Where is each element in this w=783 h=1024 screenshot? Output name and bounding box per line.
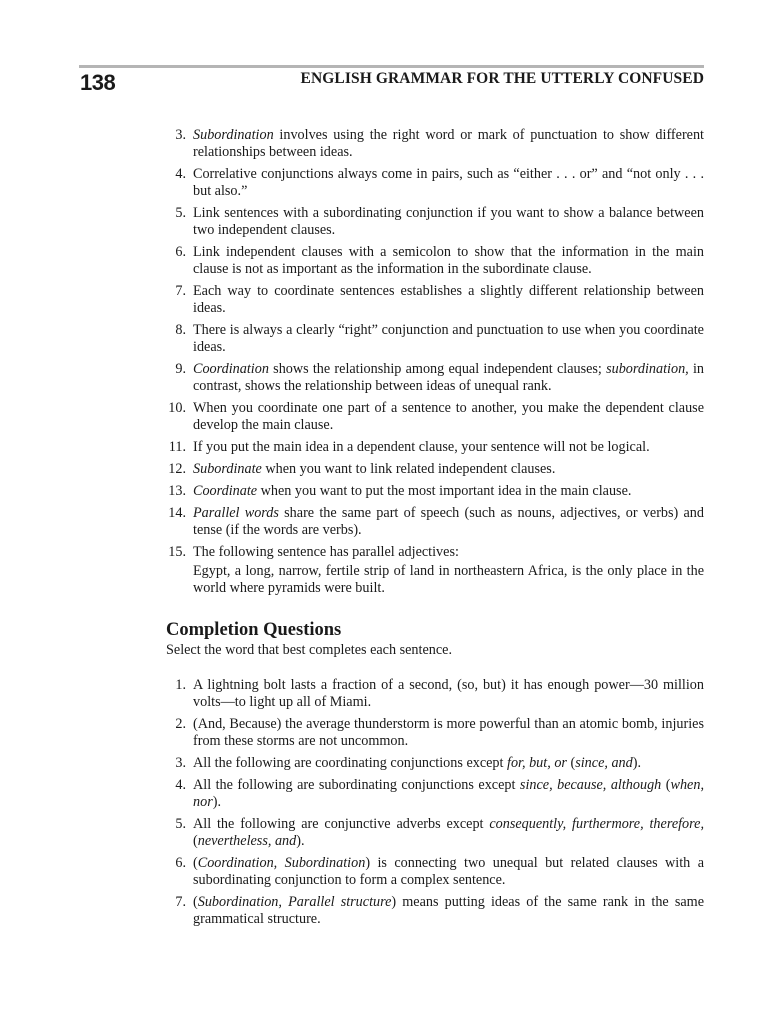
item-number: 13. — [168, 483, 186, 499]
item-text: Coordinate when you want to put the most important idea in the main clause. — [193, 483, 632, 499]
true-false-section — [166, 127, 704, 602]
item-text: (Subordination, Parallel structure) means putting ideas of the same rank in the same grammatical structure. — [193, 894, 704, 927]
item-text: Link sentences with a subordinating conjunction if you want to show a balance between two independent clauses. — [193, 205, 704, 238]
item-number: 14. — [168, 505, 186, 521]
true-false-item — [166, 400, 704, 434]
completion-item — [166, 716, 704, 750]
page-number: 138 — [80, 70, 116, 95]
item-text: All the following are coordinating conjunctions except for, but, or (since, and). — [193, 755, 642, 771]
true-false-item — [166, 322, 704, 356]
item-number: 15. — [168, 544, 186, 560]
sample-sentence: Egypt, a long, narrow, fertile strip of land in northeastern Africa, is the only place in the world where pyramids were built. — [193, 563, 704, 596]
item-text: All the following are conjunctive adverbs except consequently, furthermore, therefore, (nevertheless, and). — [193, 816, 704, 849]
true-false-list — [166, 127, 704, 597]
completion-item — [166, 777, 704, 811]
true-false-item — [166, 461, 704, 478]
completion-section — [166, 619, 704, 933]
item-number: 7. — [175, 283, 186, 299]
item-number: 3. — [175, 127, 186, 143]
true-false-item — [166, 244, 704, 278]
item-number: 6. — [175, 855, 186, 871]
completion-item — [166, 816, 704, 850]
item-number: 1. — [175, 677, 186, 693]
completion-item — [166, 894, 704, 928]
item-number: 11. — [168, 439, 186, 455]
completion-item — [166, 755, 704, 772]
item-number: 5. — [175, 816, 186, 832]
section-title: Completion Questions — [166, 620, 342, 640]
item-number: 2. — [175, 716, 186, 732]
true-false-item — [166, 483, 704, 500]
true-false-item — [166, 361, 704, 395]
item-number: 4. — [175, 777, 186, 793]
item-text: All the following are subordinating conjunctions except since, because, although (when, nor). — [193, 777, 704, 810]
item-number: 8. — [175, 322, 186, 338]
header-rule — [79, 65, 704, 68]
item-text: Coordination shows the relationship among equal independent clauses; subordination, in contrast, shows the relationship between ideas of unequal rank. — [193, 361, 704, 394]
item-number: 12. — [168, 461, 186, 477]
item-text: Link independent clauses with a semicolon to show that the information in the main clause is not as important as the information in the subordinate clause. — [193, 244, 704, 277]
item-text: Subordinate when you want to link related independent clauses. — [193, 461, 556, 477]
true-false-item — [166, 166, 704, 200]
running-head: ENGLISH GRAMMAR FOR THE UTTERLY CONFUSED — [300, 70, 704, 87]
item-number: 4. — [175, 166, 186, 182]
completion-item — [166, 677, 704, 711]
item-number: 7. — [175, 894, 186, 910]
item-text: A lightning bolt lasts a fraction of a second, (so, but) it has enough power—30 million volts—to light up all of Miami. — [193, 677, 704, 710]
section-instructions: Select the word that best completes each sentence. — [166, 642, 453, 658]
item-number: 9. — [175, 361, 186, 377]
item-text: Each way to coordinate sentences establishes a slightly different relationship between ideas. — [193, 283, 704, 316]
true-false-item — [166, 283, 704, 317]
item-text: (Coordination, Subordination) is connecting two unequal but related clauses with a subordinating conjunction to form a complex sentence. — [193, 855, 704, 888]
true-false-item — [166, 505, 704, 539]
item-number: 5. — [175, 205, 186, 221]
completion-item — [166, 855, 704, 889]
item-text: Correlative conjunctions always come in pairs, such as “either . . . or” and “not only . . . but also.” — [193, 166, 704, 199]
item-text: The following sentence has parallel adjectives: — [193, 544, 459, 560]
true-false-item — [166, 205, 704, 239]
item-text: (And, Because) the average thunderstorm is more powerful than an atomic bomb, injuries from these storms are not uncommon. — [193, 716, 704, 749]
item-text: When you coordinate one part of a sentence to another, you make the dependent clause develop the main clause. — [193, 400, 704, 433]
completion-list — [166, 677, 704, 928]
item-number: 10. — [168, 400, 186, 416]
item-text: There is always a clearly “right” conjunction and punctuation to use when you coordinate ideas. — [193, 322, 704, 355]
true-false-item — [166, 127, 704, 161]
item-text: Parallel words share the same part of speech (such as nouns, adjectives, or verbs) and tense (if the words are verbs). — [193, 505, 704, 538]
item-text: If you put the main idea in a dependent clause, your sentence will not be logical. — [193, 439, 650, 455]
item-text: Subordination involves using the right word or mark of punctuation to show different relationships between ideas. — [193, 127, 704, 160]
item-number: 6. — [175, 244, 186, 260]
true-false-item — [166, 439, 704, 456]
true-false-item — [166, 544, 704, 597]
item-number: 3. — [175, 755, 186, 771]
